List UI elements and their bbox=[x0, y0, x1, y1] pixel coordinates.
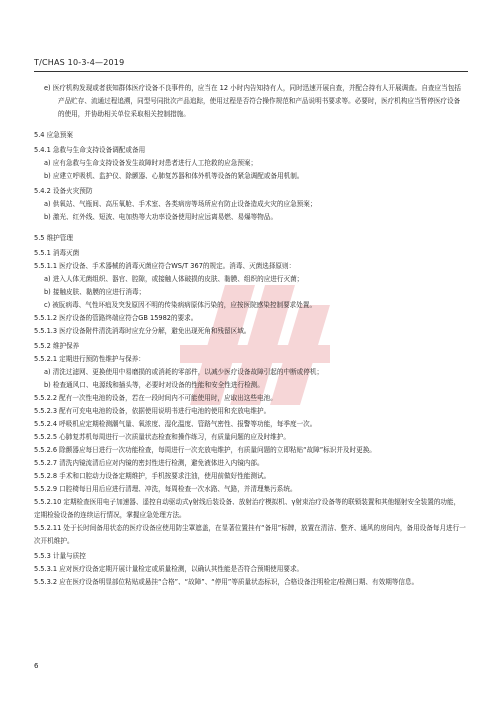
paragraph: 5.5.2.3 配有可充电电池的设备，依据使用说明书进行电池的使用和充放电维护。 bbox=[34, 407, 271, 415]
paragraph: 5.5.2.8 手术和口腔动力设备定期维护，手机按要求注油，使用前做好性能测试。 bbox=[34, 472, 271, 480]
section-heading: 5.4.1 急救与生命支持设备调配或备用 bbox=[34, 146, 146, 154]
paragraph: 5.5.2.9 口腔椅每日用后应进行清理、冲洗，每周检查一次水路、气路，并清理集污系统。 bbox=[34, 485, 297, 493]
paragraph: 5.5.2.10 定期检查医用电子加速器、遥控自动驱动式γ射线后装设备、放射治疗模拟机、γ射束治疗设备等的联锁装置和其他辐射安全装置的功能，定期检验设备的连续运行情况，掌握应急处理方法。 bbox=[34, 498, 461, 519]
paragraph: e) 医疗机构发现或者获知群体医疗设备不良事件的，应当在 12 小时内告知持有人，同时迅速开展自查，并配合持有人开展调查。自查应当包括产品贮存、流通过程追溯，同型号同批次产品追踪，使用过程是否符合操作规范和产品说明书要求等。必要时，医疗机构应当暂停医疗设备的使用，并协助相关单位采取相关控制措施。 bbox=[44, 84, 461, 118]
paragraph: 5.5.2.6 除颤器应每日进行一次功能检查，每周进行一次充放电维护，有质量问题的立即粘贴“故障”标识并及时更换。 bbox=[34, 446, 376, 454]
paragraph: a) 清洗过滤网、更换使用中易磨损的或消耗的零部件，以减少医疗设备故障引起的中断或停机； bbox=[44, 368, 324, 376]
paragraph: 5.5.3.2 应在医疗设备明显部位粘贴或悬挂“合格”、“故障”、“停用”等质量状态标识，合格设备注明检定/检测日期、有效期等信息。 bbox=[34, 578, 419, 586]
paragraph: 5.5.2.4 呼吸机应定期检测潮气量、氧浓度、湿化温度、管路气密性、报警等功能，每季度一次。 bbox=[34, 420, 317, 428]
page-number: 6 bbox=[34, 662, 39, 670]
paragraph: 5.5.1.2 医疗设备的管路终端应符合GB 15982的要求。 bbox=[34, 314, 198, 322]
section-heading: 5.5.1 消毒灭菌 bbox=[34, 249, 80, 257]
section-heading: 5.4 应急预案 bbox=[34, 131, 73, 139]
paragraph: b) 应建立呼吸机、监护仪、除颤器、心肺复苏器和体外机等设备的紧急调配或备用机制。 bbox=[44, 172, 304, 180]
paragraph: 5.5.2.11 处于长时间备用状态的医疗设备应使用防尘罩遮盖，在显著位置挂有“备用”标牌，放置在清洁、整齐、通风的房间内，备用设备每月进行一次开机维护。 bbox=[34, 524, 466, 545]
paragraph: b) 激光、红外线、短波、电加热等大功率设备使用时应远离易燃、易爆等物品。 bbox=[44, 213, 278, 221]
header-divider bbox=[34, 71, 468, 72]
section-heading: 5.5 维护管理 bbox=[34, 234, 73, 242]
paragraph: 5.5.2.1 定期进行预防性维护与保养： bbox=[34, 355, 145, 363]
paragraph: a) 进入人体无菌组织、器官、腔隙，或接触人体破损的皮肤、黏膜、组织的应进行灭菌； bbox=[44, 275, 304, 283]
paragraph: 5.5.1.3 医疗设备附件清洗消毒时应充分分解，避免出现死角和残留区域。 bbox=[34, 327, 251, 335]
paragraph: a) 供氧站、气瓶间、高压氧舱、手术室、各类病房等场所应有防止设备造成火灾的应急预案； bbox=[44, 200, 317, 208]
paragraph: 5.5.1.1 医疗设备、手术器械的消毒灭菌应符合WS/T 367的规定。消毒、灭菌选择原则： bbox=[34, 262, 296, 270]
document-header: T/CHAS 10-3-4—2019 bbox=[34, 58, 125, 67]
paragraph: 5.5.3.1 应对医疗设备定期开展计量检定或质量检测，以确认其性能是否符合预期使用要求。 bbox=[34, 565, 304, 573]
document-body bbox=[34, 82, 466, 589]
paragraph: b) 接触皮肤、黏膜的应进行消毒； bbox=[44, 288, 146, 296]
paragraph: c) 被朊病毒、气性坏疽及突发原因不明的传染病病原体污染的，应按医院感染控制要求处置。 bbox=[44, 301, 317, 309]
section-heading: 5.5.2 维护保养 bbox=[34, 342, 80, 350]
paragraph: 5.5.2.7 清洗内镜流清后应对内镜的密封性进行检测，避免液体进入内镜内部。 bbox=[34, 459, 264, 467]
section-heading: 5.4.2 设备火灾预防 bbox=[34, 187, 93, 195]
paragraph: b) 检查通风口、电源线和插头等，必要时对设备的性能和安全性进行检测。 bbox=[44, 381, 264, 389]
paragraph: 5.5.2.5 心肺复苏机每周进行一次质量状态检查和操作练习，有质量问题的应及时维护。 bbox=[34, 433, 290, 441]
paragraph: a) 应有急救与生命支持设备发生故障时对患者进行人工抢救的应急预案； bbox=[44, 159, 258, 167]
paragraph: 5.5.2.2 配有一次性电池的设备，若在一段时间内不可能使用时，应取出这些电池。 bbox=[34, 394, 277, 402]
section-heading: 5.5.3 计量与质控 bbox=[34, 552, 86, 560]
